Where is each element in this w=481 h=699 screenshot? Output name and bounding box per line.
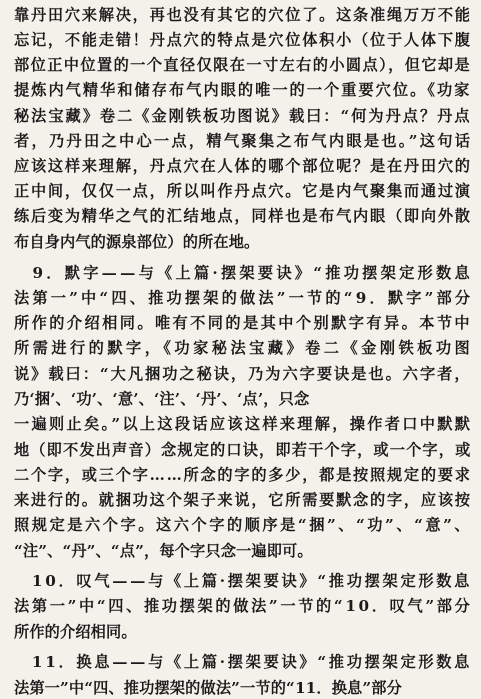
text-line: 说》载曰：“大凡捆功之秘诀，乃为六字要诀是也。六字者， <box>14 365 472 383</box>
text-line: 提炼内气精华和储存布气内眼的唯一的一个重要穴位。《功家 <box>14 81 472 99</box>
text-line: 忘记，不能走错！丹点穴的特点是穴位体积小（位于人体下腹 <box>14 31 472 49</box>
text-line: 靠丹田穴来解决，再也没有其它的穴位了。这条准绳万万不能 <box>14 6 472 24</box>
text-line: “注”、“丹”、“点”，每个字只念一遍即可。 <box>14 542 313 560</box>
text-line: 法第一”中“四、推功摆架的做法”一节的“11．换息”部分 <box>14 679 402 697</box>
text-line: 所作的介绍相同。 <box>14 623 137 641</box>
text-line: 法第一”中“四、推功摆架的做法”一节的“10．叹气”部分 <box>14 597 473 615</box>
text-line: 所需进行的默字，《功家秘法宝藏》卷二《金刚铁板功图 <box>14 339 474 357</box>
text-line: 11．换息——与《上篇·摆架要诀》“推功摆架定形数息 <box>14 653 473 671</box>
text-line: 来进行的。就捆功这个架子来说，它所需要默念的字，应该按 <box>14 491 472 509</box>
text-line: 乃‘捆’、‘功’、‘意’、‘注’、‘丹’、‘点’，只念 <box>14 390 310 408</box>
text-line: 应该这样来理解，丹点穴在人体的哪个部位呢？是在丹田穴的 <box>14 157 472 175</box>
text-line: 地（即不发出声音）念规定的口诀，即若干个字，或一个字，或 <box>14 441 472 459</box>
text-line: 练后变为精华之气的汇结地点，同样也是布气内眼（即向外散 <box>14 207 472 225</box>
text-line: 布自身内气的源泉部位）的所在地。 <box>14 233 260 251</box>
text-line: 部位正中位置的一个直径仅限在一寸左右的小圆点），但它却是 <box>14 56 472 74</box>
text-line: 所作的介绍相同。唯有不同的是其中个别默字有异。本节中 <box>14 314 473 332</box>
text-line: 9．默字——与《上篇·摆架要诀》“推功摆架定形数息 <box>14 264 473 282</box>
text-line: 者，乃丹田之中心一点，精气聚集之布气内眼是也。”这句话 <box>14 132 473 150</box>
text-line: 一遍则止矣。”以上这段话应该这样来理解，操作者口中默默 <box>14 415 473 433</box>
text-line: 二个字，或三个字……所念的字的多少，都是按照规定的要求 <box>14 466 472 484</box>
text-line: 秘法宝藏》卷二《金刚铁板功图说》载曰：“何为丹点？丹点 <box>14 107 472 125</box>
text-line: 10．叹气——与《上篇·摆架要诀》“推功摆架定形数息 <box>14 572 473 590</box>
text-line: 正中间，仅仅一点，所以叫作丹点穴。它是内气聚集而通过演 <box>14 182 472 200</box>
text-line: 法第一”中“四、推功摆架的做法”一节的“9．默字”部分 <box>14 289 474 307</box>
text-line: 照规定是六个字。这六个字的顺序是“捆”、“功”、“意”、 <box>14 516 473 534</box>
